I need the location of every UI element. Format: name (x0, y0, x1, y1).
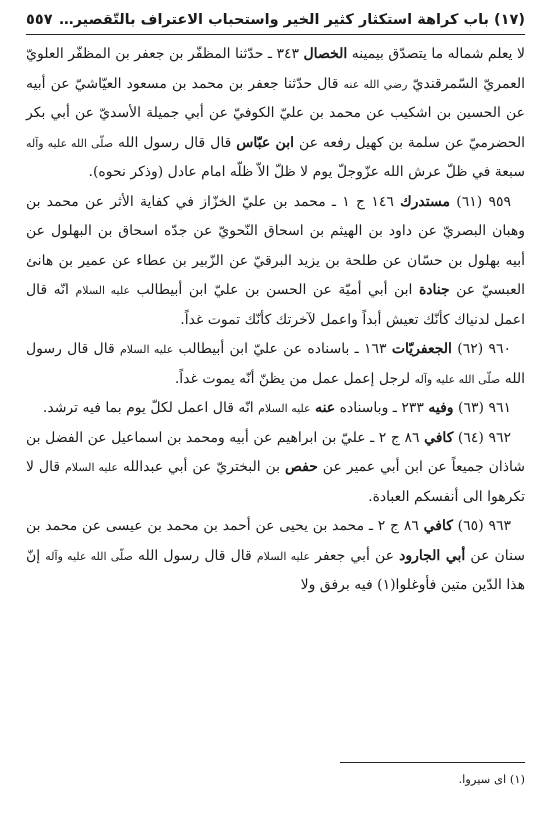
running-header (26, 6, 525, 35)
source-name: كافي (424, 429, 454, 446)
text-run: ١٤٦ ج ١ ـ محمد بن عليّ الخزّاز في كفاية الأثر عن محمد بن وهبان البصريّ عن داود بن الهيثم بن اسحاق النّحويّ عن جدّه اسحاق بن البهلول عن أبيه بهلول بن حسّان عن طلحة بن يزيد البرقيّ عن الزّبير بن عطاء عن عمير بن هانئ العبسيّ عن (26, 193, 525, 298)
honorific-symbol: صلّى الله عليه وآله (414, 372, 501, 386)
footnote: (١) اى سيروا. (458, 772, 525, 786)
honorific-symbol: عليه السلام (256, 549, 311, 563)
text-run: انّه قال اعمل لدنياك كأنّك تعيش أبداً واعمل لآخرتك كأنّك تموت غداً. (26, 282, 525, 328)
footnote-separator (340, 762, 525, 763)
hadith-paragraph-961 (26, 394, 525, 424)
running-title: (١٧) باب كراهة استكثار كثير الخير واستحباب الاعتراف بالتّقصير… (59, 12, 525, 28)
source-name: أبي الجارود (399, 547, 466, 564)
text-run: ٨٦ ج ٢ ـ محمد بن يحيى عن أحمد بن محمد بن عيسى عن محمد بن سنان عن (26, 518, 526, 564)
honorific-symbol: صلّى الله عليه وآله (26, 136, 114, 150)
hadith-paragraph-963 (26, 512, 525, 601)
hadith-paragraph-962 (26, 424, 525, 513)
text-run: إنّ هذا الدّين متين فأوغلوا(١) فيه برفق ولا (26, 547, 525, 593)
text-run: بن البختريّ عن أبي عبدالله (117, 459, 285, 475)
honorific-symbol: عليه السلام (75, 284, 131, 297)
honorific-symbol: صلّى الله عليه وآله (45, 549, 133, 563)
text-run: ١٦٣ ـ باسناده عن عليّ ابن أبيطالب (173, 341, 392, 357)
text-run: قال قال رسول الله (26, 341, 525, 387)
honorific-symbol: عليه السلام (119, 343, 174, 356)
hadith-paragraph-959 (26, 188, 525, 336)
hadith-paragraph-960 (26, 335, 525, 394)
text-run: قال قال رسول الله (132, 547, 257, 564)
text-run: ٨٦ ج ٢ ـ عليّ بن ابراهيم عن أبيه ومحمد بن اسماعيل عن الفضل بن شاذان جميعاً عن ابن أبي عمير عن (26, 429, 525, 475)
text-run: قال حدّثنا جعفر بن محمد بن مسعود العيّاشيّ عن أبيه عن الحسين بن اشكيب عن محمد بن عليّ الكوفيّ عن أبي جميلة الأسديّ عن أبي بكر الحضرميّ عن سلمة بن كهيل رفعه عن (26, 75, 525, 151)
source-name: ابن عبّاس (236, 134, 294, 151)
hadith-paragraph-cont (26, 40, 525, 188)
text-run: سبعة في ظلّ عرش الله عزّوجلّ يوم لا ظلّ الاّ ظلّه امام عادل (وذكر نحوه). (88, 164, 525, 180)
source-name: عنه (315, 400, 336, 416)
text-run: لا يعلم شماله ما يتصدّق بيمينه (347, 46, 526, 62)
source-name: الخصال (303, 46, 348, 62)
honorific-symbol: رضي الله عنه (343, 77, 408, 91)
text-run: قال قال رسول الله (113, 134, 237, 151)
text-run: ٩٦١ (٦٣) (453, 400, 511, 416)
text-run: عن أبي جعفر (310, 547, 400, 564)
body-text (26, 40, 525, 601)
text-run: ٣٤٣ ـ حدّثنا المظفّر بن جعفر بن المظفّر العلويّ العمريّ السّمرقنديّ (26, 46, 525, 92)
source-name: جنادة (418, 282, 450, 298)
text-run: ٩٦٣ (٦٥) (452, 518, 511, 534)
page-number: ٥٥٧ (26, 12, 53, 28)
text-run: ٩٦٠ (٦٢) (451, 341, 512, 357)
text-run: قال لا تكرهوا الى أنفسكم العبادة. (26, 459, 525, 505)
source-name: حفص (285, 459, 318, 475)
honorific-symbol: عليه السلام (64, 461, 118, 474)
text-run: ٩٦٢ (٦٤) (453, 429, 511, 446)
source-name: كافي (423, 518, 453, 534)
source-name: وفيه (428, 400, 454, 416)
text-run: ابن أبي أميّة عن الحسن بن عليّ ابن أبيطالب (130, 282, 419, 298)
text-run: ٢٣٣ ـ وباسناده (335, 400, 429, 416)
source-name: مستدرك (400, 193, 450, 210)
text-run: انّه قال اعمل لكلّ يوم بما فيه ترشد. (42, 400, 259, 416)
honorific-symbol: عليه السلام (258, 402, 311, 415)
source-name: الجعفريّات (391, 341, 452, 357)
text-run: لرجل إعمل عمل من يظنّ أنّه يموت غداً. (174, 370, 415, 387)
text-run: ٩٥٩ (٦١) (450, 193, 512, 210)
